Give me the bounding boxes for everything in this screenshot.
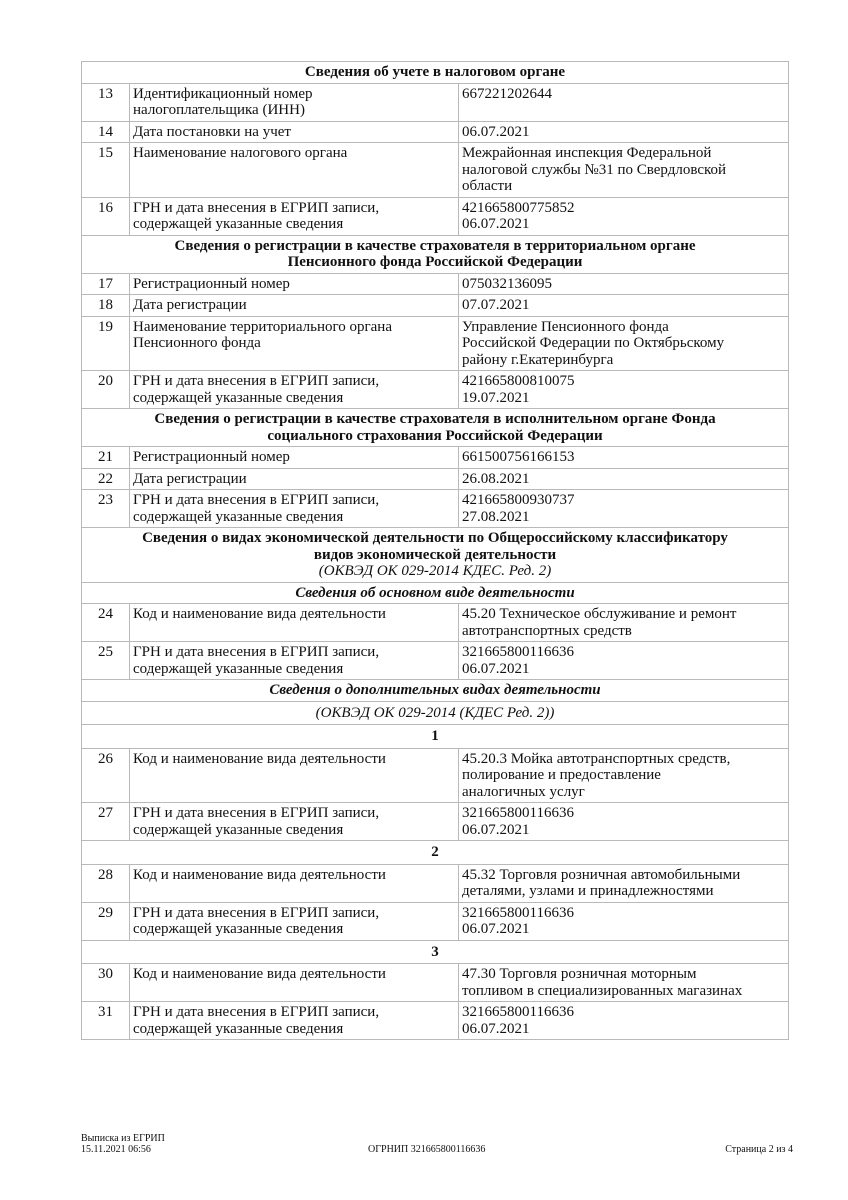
table-row xyxy=(82,371,789,409)
row-value xyxy=(459,490,789,528)
row-number: 20 xyxy=(82,371,130,409)
row-number: 26 xyxy=(82,748,130,803)
section-title-pension xyxy=(82,235,789,273)
row-value xyxy=(459,604,789,642)
egrip-extract-table xyxy=(81,61,789,1040)
row-value-line: 47.30 Торговля розничная моторным xyxy=(462,966,697,982)
row-value xyxy=(459,468,789,490)
table-row xyxy=(82,273,789,295)
row-number: 13 xyxy=(82,83,130,121)
row-value-line: 321665800116636 xyxy=(462,805,574,821)
row-label-line: содержащей указанные сведения xyxy=(133,1020,344,1037)
activity-group-number: 2 xyxy=(82,841,789,865)
row-label xyxy=(130,864,459,902)
section-title-line: социального страхования Российской Федерации xyxy=(267,427,603,444)
row-value-line: 06.07.2021 xyxy=(462,660,530,677)
row-label-line: налогоплательщика (ИНН) xyxy=(133,102,305,118)
table-row xyxy=(82,295,789,317)
row-value-line: 06.07.2021 xyxy=(462,821,530,838)
row-number: 21 xyxy=(82,447,130,469)
row-label-line: Дата постановки на учет xyxy=(133,123,291,140)
row-number: 31 xyxy=(82,1002,130,1040)
subsection-title-additional-activities-row xyxy=(82,680,789,702)
row-value-line: 421665800775852 xyxy=(462,199,575,216)
row-label-line: Код и наименование вида деятельности xyxy=(133,866,386,883)
row-value-line: 321665800116636 xyxy=(462,644,574,660)
section-title-line: видов экономической деятельности xyxy=(313,546,557,563)
table-row xyxy=(82,864,789,902)
row-label-line: ГРН и дата внесения в ЕГРИП записи, xyxy=(133,199,380,216)
section-title-line: Пенсионного фонда Российской Федерации xyxy=(287,254,583,270)
row-value xyxy=(459,121,789,143)
row-number: 30 xyxy=(82,964,130,1002)
table-row xyxy=(82,902,789,940)
activity-group-number: 1 xyxy=(82,725,789,749)
subsection-title-main-activity: Сведения об основном виде деятельности xyxy=(82,582,789,604)
row-number: 23 xyxy=(82,490,130,528)
subsection-title-additional-activities: Сведения о дополнительных видах деятельности xyxy=(82,680,789,702)
footer-ogrnip: ОГРНИП 321665800116636 xyxy=(368,1144,486,1155)
row-label-line: Идентификационный номер xyxy=(133,85,313,102)
row-label xyxy=(130,468,459,490)
row-value-line: Управление Пенсионного фонда xyxy=(462,318,669,335)
row-number: 25 xyxy=(82,642,130,680)
row-value xyxy=(459,143,789,198)
row-value-line: области xyxy=(462,178,513,194)
row-label-line: Регистрационный номер xyxy=(133,275,290,292)
row-value-line: 45.20 Техническое обслуживание и ремонт xyxy=(462,606,737,622)
row-label xyxy=(130,604,459,642)
row-label xyxy=(130,964,459,1002)
row-value-line: 27.08.2021 xyxy=(462,508,530,525)
row-number: 19 xyxy=(82,316,130,371)
row-value xyxy=(459,295,789,317)
row-value-line: 45.32 Торговля розничная автомобильными xyxy=(462,866,741,883)
row-value-line: 661500756166153 xyxy=(462,449,575,465)
section-title-line: Сведения о регистрации в качестве страхователя в исполнительном органе Фонда xyxy=(154,411,716,427)
row-value-line: 06.07.2021 xyxy=(462,1020,530,1037)
row-label xyxy=(130,748,459,803)
activity-group-number: 3 xyxy=(82,940,789,964)
row-value-line: аналогичных услуг xyxy=(462,783,585,800)
row-label-line: Наименование территориального органа xyxy=(133,318,392,335)
row-label-line: Наименование налогового органа xyxy=(133,145,348,161)
table-row xyxy=(82,642,789,680)
row-label-line: Код и наименование вида деятельности xyxy=(133,750,386,767)
row-value xyxy=(459,1002,789,1040)
row-label-line: содержащей указанные сведения xyxy=(133,508,344,525)
row-value xyxy=(459,83,789,121)
row-number: 17 xyxy=(82,273,130,295)
row-label xyxy=(130,197,459,235)
row-label-line: ГРН и дата внесения в ЕГРИП записи, xyxy=(133,1004,380,1020)
row-label-line: содержащей указанные сведения xyxy=(133,660,344,677)
row-label-line: содержащей указанные сведения xyxy=(133,921,344,937)
row-value-line: 667221202644 xyxy=(462,85,552,102)
row-label-line: Код и наименование вида деятельности xyxy=(133,606,386,622)
activity-group-number-row xyxy=(82,725,789,749)
row-value-line: Межрайонная инспекция Федеральной xyxy=(462,145,712,161)
row-value-line: 321665800116636 xyxy=(462,1004,574,1020)
section-title-note: (ОКВЭД ОК 029-2014 КДЕС. Ред. 2) xyxy=(318,563,552,579)
row-value xyxy=(459,902,789,940)
row-value-line: 45.20.3 Мойка автотранспортных средств, xyxy=(462,750,731,767)
section-title-okved xyxy=(82,528,789,583)
row-label xyxy=(130,642,459,680)
table-row xyxy=(82,143,789,198)
table-row xyxy=(82,964,789,1002)
table-row xyxy=(82,1002,789,1040)
okved-classifier-note: (ОКВЭД ОК 029-2014 (КДЕС Ред. 2)) xyxy=(82,701,789,725)
row-label xyxy=(130,371,459,409)
row-value-line: полирование и предоставление xyxy=(462,767,661,783)
row-number: 22 xyxy=(82,468,130,490)
row-value xyxy=(459,447,789,469)
row-label-line: ГРН и дата внесения в ЕГРИП записи, xyxy=(133,373,380,389)
section-title-okved-row xyxy=(82,528,789,583)
row-value-line: автотранспортных средств xyxy=(462,622,632,639)
row-number: 28 xyxy=(82,864,130,902)
row-label-line: Дата регистрации xyxy=(133,297,247,313)
row-label-line: содержащей указанные сведения xyxy=(133,216,344,232)
row-number: 15 xyxy=(82,143,130,198)
row-label-line: Пенсионного фонда xyxy=(133,335,261,351)
row-label-line: ГРН и дата внесения в ЕГРИП записи, xyxy=(133,644,380,660)
row-value-line: топливом в специализированных магазинах xyxy=(462,982,743,999)
row-label-line: содержащей указанные сведения xyxy=(133,821,344,838)
row-label xyxy=(130,447,459,469)
section-title-tax: Сведения об учете в налоговом органе xyxy=(82,62,789,84)
activity-group-number-row xyxy=(82,841,789,865)
row-value-line: 06.07.2021 xyxy=(462,921,530,937)
row-label-line: Регистрационный номер xyxy=(133,449,290,465)
section-title-social-row xyxy=(82,409,789,447)
row-value xyxy=(459,748,789,803)
row-number: 27 xyxy=(82,803,130,841)
row-label xyxy=(130,295,459,317)
row-label-line: ГРН и дата внесения в ЕГРИП записи, xyxy=(133,904,380,921)
row-number: 16 xyxy=(82,197,130,235)
table-row xyxy=(82,121,789,143)
row-label xyxy=(130,803,459,841)
footer-document-info xyxy=(81,1133,165,1155)
row-value-line: Российской Федерации по Октябрьскому xyxy=(462,335,725,351)
table-row xyxy=(82,197,789,235)
section-title-tax-row xyxy=(82,62,789,84)
section-title-social xyxy=(82,409,789,447)
subsection-title-main-activity-row xyxy=(82,582,789,604)
section-title-line: Сведения о регистрации в качестве страхователя в территориальном органе xyxy=(174,237,696,254)
row-value xyxy=(459,803,789,841)
section-title-pension-row xyxy=(82,235,789,273)
row-value-line: 421665800810075 xyxy=(462,373,575,389)
row-value-line: 19.07.2021 xyxy=(462,389,530,406)
row-value-line: району г.Екатеринбурга xyxy=(462,351,614,368)
footer-doc-name: Выписка из ЕГРИП xyxy=(81,1133,165,1144)
row-label-line: Дата регистрации xyxy=(133,470,247,487)
table-row xyxy=(82,490,789,528)
row-label xyxy=(130,316,459,371)
row-value-line: 321665800116636 xyxy=(462,904,574,921)
row-number: 14 xyxy=(82,121,130,143)
section-title-line: Сведения о видах экономической деятельности по Общероссийскому классификатору xyxy=(142,530,728,546)
row-label xyxy=(130,1002,459,1040)
table-row xyxy=(82,468,789,490)
row-value-line: 06.07.2021 xyxy=(462,216,530,232)
row-value-line: налоговой службы №31 по Свердловской xyxy=(462,161,727,178)
okved-classifier-note-row xyxy=(82,701,789,725)
row-label-line: Код и наименование вида деятельности xyxy=(133,966,386,982)
row-value-line: 26.08.2021 xyxy=(462,470,530,487)
row-value xyxy=(459,864,789,902)
row-value-line: 421665800930737 xyxy=(462,492,575,508)
row-value-line: 06.07.2021 xyxy=(462,123,530,140)
table-row xyxy=(82,604,789,642)
row-label xyxy=(130,121,459,143)
row-value-line: деталями, узлами и принадлежностями xyxy=(462,883,714,899)
row-label-line: ГРН и дата внесения в ЕГРИП записи, xyxy=(133,805,380,821)
row-value xyxy=(459,316,789,371)
table-row xyxy=(82,83,789,121)
row-label xyxy=(130,902,459,940)
table-row xyxy=(82,316,789,371)
row-value xyxy=(459,642,789,680)
table-row xyxy=(82,803,789,841)
footer-page-number: Страница 2 из 4 xyxy=(725,1144,793,1155)
row-value xyxy=(459,964,789,1002)
row-value xyxy=(459,197,789,235)
row-label xyxy=(130,273,459,295)
activity-group-number-row xyxy=(82,940,789,964)
row-label xyxy=(130,83,459,121)
row-value xyxy=(459,273,789,295)
row-label-line: содержащей указанные сведения xyxy=(133,389,344,406)
row-number: 24 xyxy=(82,604,130,642)
row-number: 18 xyxy=(82,295,130,317)
table-row xyxy=(82,748,789,803)
row-value-line: 075032136095 xyxy=(462,275,552,292)
footer-datetime: 15.11.2021 06:56 xyxy=(81,1144,151,1155)
row-value-line: 07.07.2021 xyxy=(462,297,530,313)
row-value xyxy=(459,371,789,409)
row-number: 29 xyxy=(82,902,130,940)
row-label xyxy=(130,143,459,198)
row-label-line: ГРН и дата внесения в ЕГРИП записи, xyxy=(133,492,380,508)
table-row xyxy=(82,447,789,469)
row-label xyxy=(130,490,459,528)
